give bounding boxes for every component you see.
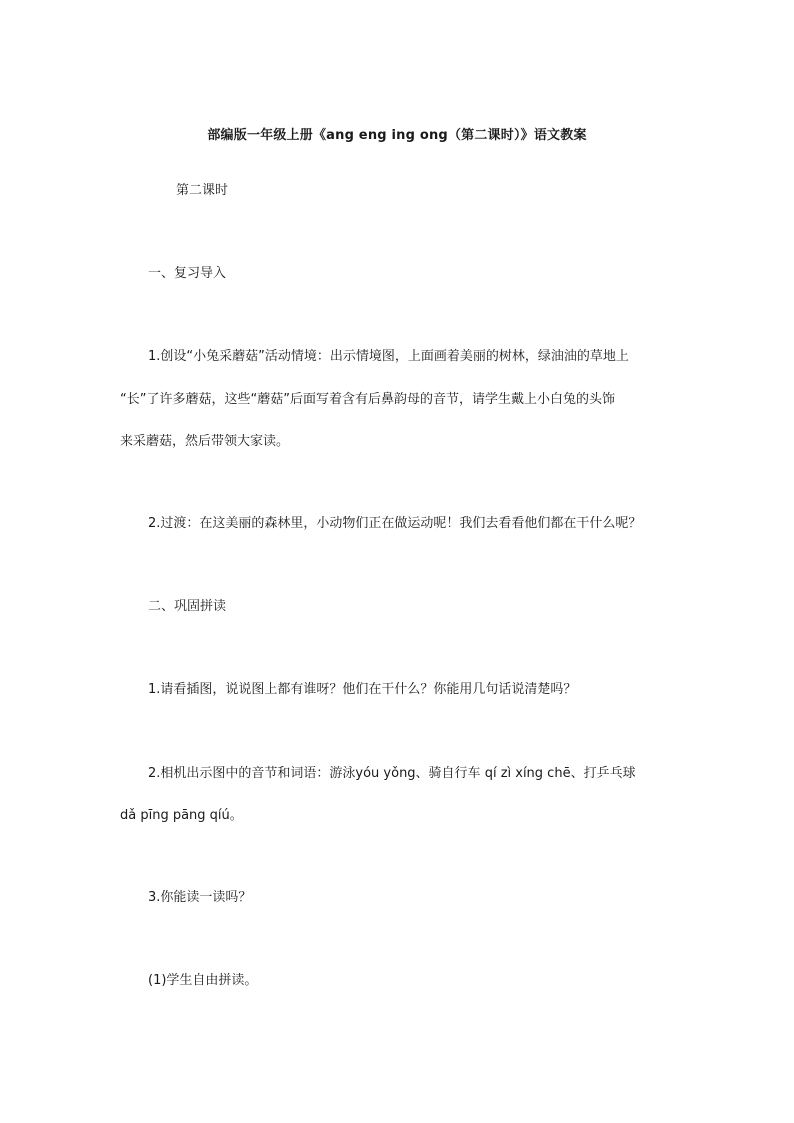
- paragraph-3: 1.请看插图，说说图上都有谁呀？他们在干什么？你能用几句话说清楚吗？: [148, 682, 577, 697]
- paragraph-4-line-1: 2.相机出示图中的音节和词语：游泳yóu yǒng、骑自行车 qí zì xíng chē、打乒乓球: [148, 766, 636, 781]
- paragraph-4-line-2: dǎ pīng pāng qíú。: [120, 808, 243, 823]
- paragraph-1-line-1: 1.创设“小兔采蘑菇”活动情境：出示情境图，上面画着美丽的树林，绿油油的草地上: [148, 349, 629, 364]
- paragraph-2: 2.过渡：在这美丽的森林里，小动物们正在做运动呢！我们去看看他们都在干什么呢？: [148, 516, 642, 531]
- section-heading-practice: 二、巩固拼读: [148, 599, 227, 614]
- paragraph-5: 3.你能读一读吗？: [148, 890, 252, 905]
- document-title: 部编版一年级上册《ang eng ing ong（第二课时）》语文教案: [207, 128, 587, 143]
- paragraph-1-line-2: “长”了许多蘑菇，这些“蘑菇”后面写着含有后鼻韵母的音节，请学生戴上小白兔的头饰: [120, 392, 615, 407]
- paragraph-6: (1)学生自由拼读。: [148, 973, 258, 988]
- lesson-label: 第二课时: [176, 183, 229, 198]
- section-heading-review: 一、复习导入: [148, 266, 227, 281]
- paragraph-1-line-3: 来采蘑菇，然后带领大家读。: [120, 434, 290, 449]
